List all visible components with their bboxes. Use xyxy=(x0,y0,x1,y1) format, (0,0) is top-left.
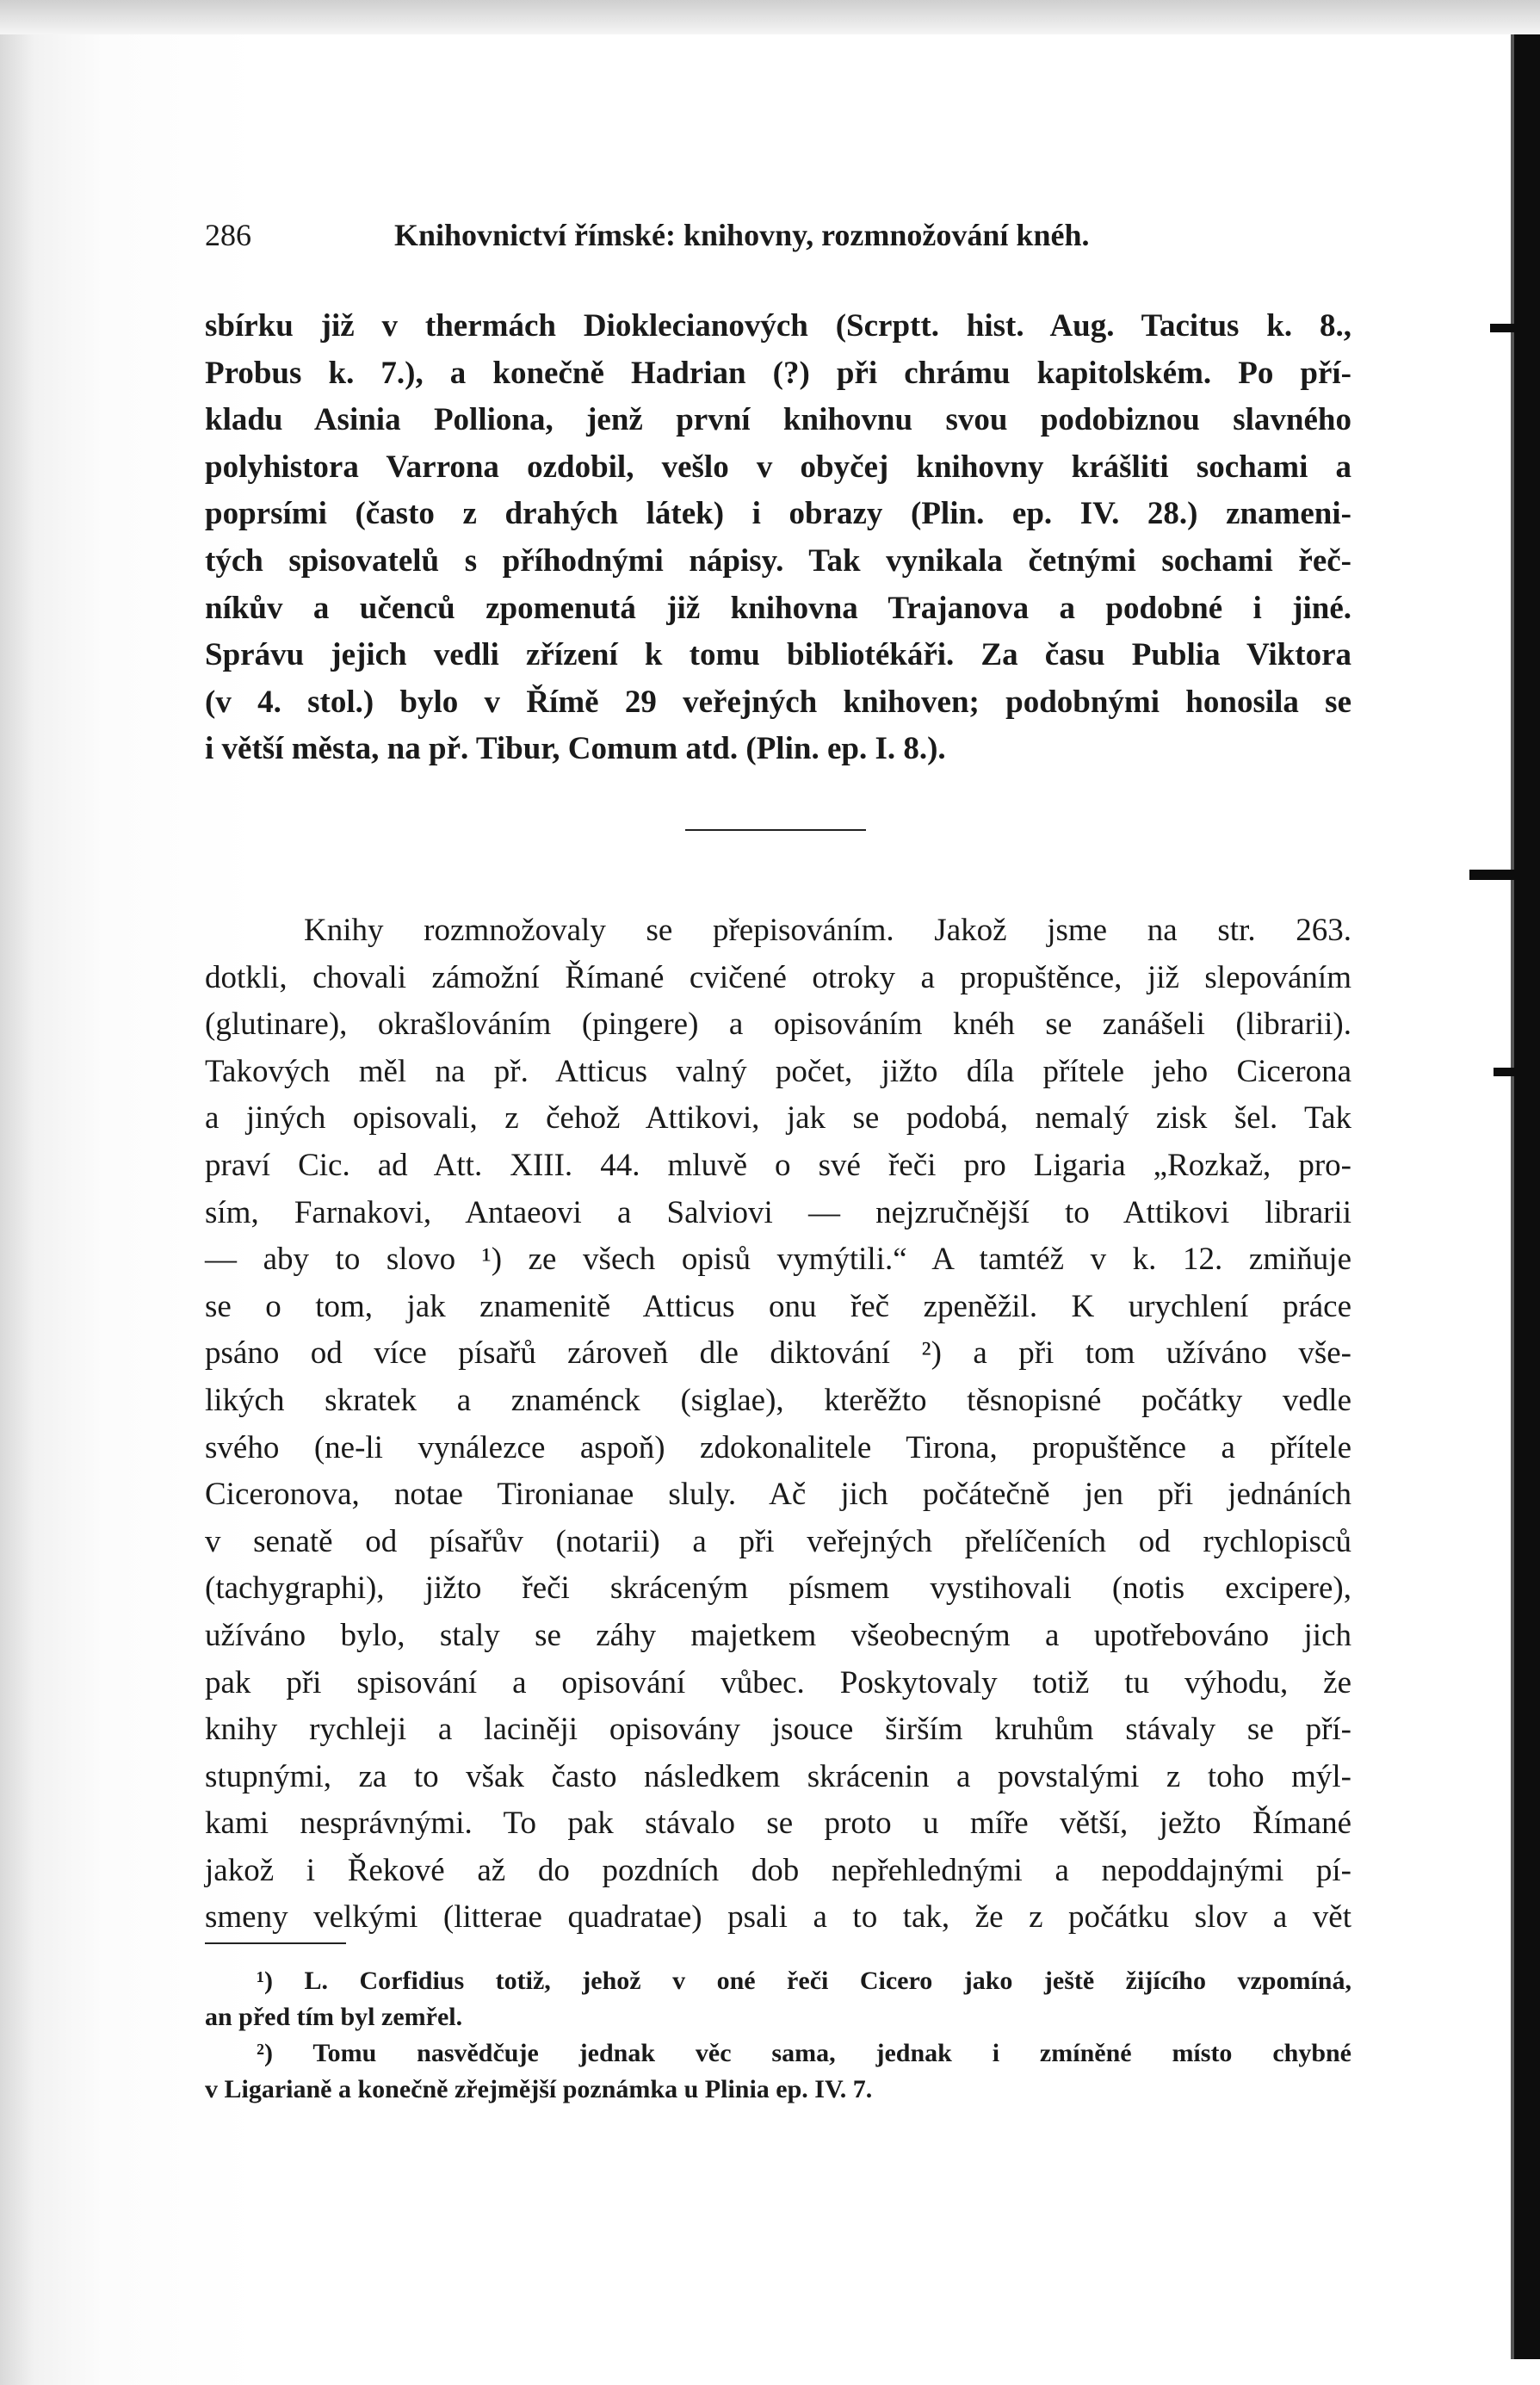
edge-mark xyxy=(1494,1068,1514,1076)
footnote-2 xyxy=(205,2035,1351,2108)
text-line: — aby to slovo ¹) ze všech opisů vymýtili.“ A tamtéž v k. 12. zmiňuje xyxy=(205,1242,1351,1278)
text-line: kladu Asinia Polliona, jenž první knihovnu svou podobiznou slavného xyxy=(205,402,1351,438)
text-line: Takových měl na př. Atticus valný počet, jižto díla přítele jeho Cicerona xyxy=(205,1053,1351,1089)
paragraph-libraries xyxy=(205,303,1351,773)
text-line: sím, Farnakovi, Antaeovi a Salviovi — nejzručnější to Attikovi librarii xyxy=(205,1194,1351,1230)
text-line: pak při spisování a opisování vůbec. Poskytovaly totiž tu výhodu, že xyxy=(205,1664,1351,1700)
text-line: a jiných opisovali, z čehož Attikovi, jak se podobá, nemalý zisk šel. Tak xyxy=(205,1100,1351,1137)
text-line: Správu jejich vedli zřízení k tomu bibliotékáři. Za času Publia Viktora xyxy=(205,637,1351,673)
text-line: se o tom, jak znamenitě Atticus onu řeč zpeněžil. K urychlení práce xyxy=(205,1288,1351,1324)
page-number: 286 xyxy=(205,218,251,252)
running-header xyxy=(205,217,1358,253)
text-line: stupnými, za to však často následkem skrácenin a povstalými z toho mýl- xyxy=(205,1758,1351,1794)
edge-mark xyxy=(1469,870,1514,880)
text-line: (v 4. stol.) bylo v Římě 29 veřejných knihoven; podobnými honosila se xyxy=(205,684,1351,720)
text-line: (tachygraphi), jižto řeči skráceným písmem vystihovali (notis excipere), xyxy=(205,1570,1351,1607)
text-line: psáno od více písařů zároveň dle diktování ²) a při tom užíváno vše- xyxy=(205,1335,1351,1372)
text-line: níkův a učenců zpomenutá již knihovna Trajanova a podobné i jiné. xyxy=(205,590,1351,626)
text-line: (glutinare), okrašlováním (pingere) a opisováním knéh se zanášeli (librarii). xyxy=(205,1007,1351,1043)
footnote-line: ¹) L. Corfidius totiž, jehož v oné řeči Cicero jako ještě žijícího vzpomíná, xyxy=(257,1967,1351,1995)
page-right-edge xyxy=(1514,34,1540,2359)
text-line: i větší města, na př. Tibur, Comum atd. (Plin. ep. I. 8.). xyxy=(205,731,946,767)
text-line: tých spisovatelů s příhodnými nápisy. Tak vynikala četnými sochami řeč- xyxy=(205,542,1351,579)
footnote-line: an před tím byl zemřel. xyxy=(205,2003,463,2031)
edge-mark xyxy=(1490,324,1514,332)
text-line: jakož i Řekové až do pozdních dob nepřehlednými a nepoddajnými pí- xyxy=(205,1852,1351,1888)
text-line: likých skratek a znaménck (siglae), kterěžto těsnopisné počátky vedle xyxy=(205,1382,1351,1418)
text-line: knihy rychleji a laciněji opisovány jsouce širším kruhům stávaly se pří- xyxy=(205,1712,1351,1748)
running-title: Knihovnictví římské: knihovny, rozmnožování knéh. xyxy=(394,218,1090,252)
text-line: Ciceronova, notae Tironianae sluly. Ač jich počátečně jen při jednáních xyxy=(205,1477,1351,1513)
text-line: Knihy rozmnožovaly se přepisováním. Jakož jsme na str. 263. xyxy=(304,913,1351,948)
text-line: smeny velkými (litterae quadratae) psali a to tak, že z počátku slov a vět xyxy=(205,1899,1351,1936)
text-line: dotkli, chovali zámožní Římané cvičené otroky a propuštěnce, již slepováním xyxy=(205,959,1351,995)
footnote-rule xyxy=(205,1942,346,1944)
paragraph-copying xyxy=(205,908,1351,1942)
text-line: Probus k. 7.), a konečně Hadrian (?) při chrámu kapitolském. Po pří- xyxy=(205,355,1351,391)
footnote-line: ²) Tomu nasvědčuje jednak věc sama, jednak i zmíněné místo chybné xyxy=(257,2039,1351,2067)
text-line: sbírku již v thermách Dioklecianových (Scrptt. hist. Aug. Tacitus k. 8., xyxy=(205,308,1351,344)
text-line: svého (ne-li vynálezce aspoň) zdokonalitele Tirona, propuštěnce a přítele xyxy=(205,1429,1351,1465)
footnote-1 xyxy=(205,1963,1351,2035)
page-top-edge xyxy=(0,0,1540,34)
page-right-edge-shadow xyxy=(1511,34,1514,2359)
footnote-line: v Ligarianě a konečně zřejmější poznámka u Plinia ep. IV. 7. xyxy=(205,2075,873,2103)
section-divider xyxy=(685,829,866,831)
text-line: poprsími (často z drahých látek) i obrazy (Plin. ep. IV. 28.) znameni- xyxy=(205,496,1351,532)
text-line: v senatě od písařův (notarii) a při veřejných přelíčeních od rychlopisců xyxy=(205,1523,1351,1559)
text-line: polyhistora Varrona ozdobil, vešlo v obyčej knihovny krášliti sochami a xyxy=(205,449,1351,485)
text-line: kami nesprávnými. To pak stávalo se proto u míře větší, ježto Římané xyxy=(205,1806,1351,1842)
text-line: užíváno bylo, staly se záhy majetkem všeobecným a upotřebováno jich xyxy=(205,1617,1351,1653)
footnotes xyxy=(205,1963,1351,2108)
text-line: praví Cic. ad Att. XIII. 44. mluvě o své řeči pro Ligaria „Rozkaž, pro- xyxy=(205,1147,1351,1183)
